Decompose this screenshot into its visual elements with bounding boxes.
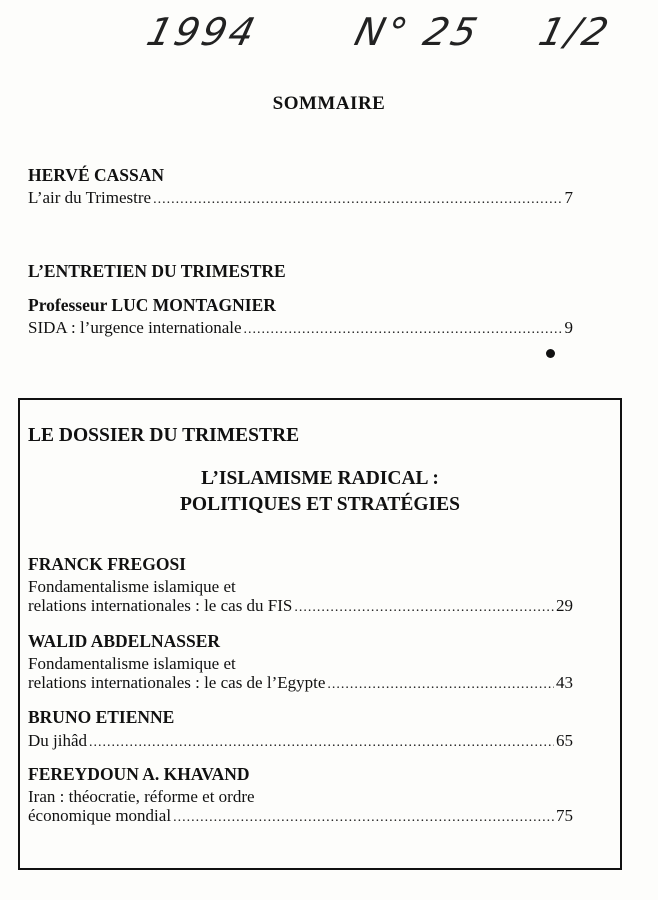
dossier-theme-line: L’ISLAMISME RADICAL : [201, 468, 439, 489]
article-title-line: relations internationales : le cas du FIS [28, 596, 293, 615]
toc-entry [28, 318, 573, 340]
dot-leader [327, 675, 554, 695]
page-number: 7 [564, 188, 573, 207]
article-title-line: Iran : théocratie, réforme et ordre [28, 787, 255, 806]
entry-author: HERVÉ CASSAN [28, 165, 165, 185]
page-title: SOMMAIRE [272, 93, 386, 114]
article-author: BRUNO ETIENNE [28, 707, 175, 727]
dot-leader [89, 733, 554, 753]
entry-title: SIDA : l’urgence internationale [28, 318, 242, 337]
page-number: 43 [556, 673, 573, 692]
page-number: 29 [556, 596, 573, 615]
article-author: FRANCK FREGOSI [28, 554, 186, 574]
dossier-theme-line: POLITIQUES ET STRATÉGIES [180, 494, 460, 515]
toc-entry [28, 188, 573, 210]
page-number: 9 [564, 318, 573, 337]
article-title-line: économique mondial [28, 806, 172, 825]
page-number: 65 [556, 731, 573, 750]
article-author: FEREYDOUN A. KHAVAND [28, 764, 250, 784]
handwritten-issue-number: N° 25 [350, 10, 485, 54]
dot-leader [294, 598, 554, 618]
article-title-line: Du jihâd [28, 731, 88, 750]
handwritten-year: 1994 [142, 10, 263, 54]
page-number: 75 [556, 806, 573, 825]
toc-entry [28, 806, 573, 828]
article-title-line: relations internationales : le cas de l’Egypte [28, 673, 326, 692]
dot-leader [244, 320, 563, 340]
interview-author: Professeur LUC MONTAGNIER [28, 295, 276, 315]
entry-title: L’air du Trimestre [28, 188, 152, 207]
toc-entry [28, 596, 573, 618]
bullet-mark [546, 349, 555, 358]
article-title-line: Fondamentalisme islamique et [28, 654, 236, 673]
article-title-line: Fondamentalisme islamique et [28, 577, 236, 596]
toc-entry [28, 673, 573, 695]
toc-entry [28, 731, 573, 753]
article-author: WALID ABDELNASSER [28, 631, 221, 651]
dot-leader [173, 808, 554, 828]
dot-leader [153, 190, 562, 210]
dossier-section-title: LE DOSSIER DU TRIMESTRE [28, 425, 300, 446]
handwritten-part: 1/2 [534, 10, 616, 54]
interview-section-title: L’ENTRETIEN DU TRIMESTRE [28, 261, 286, 281]
